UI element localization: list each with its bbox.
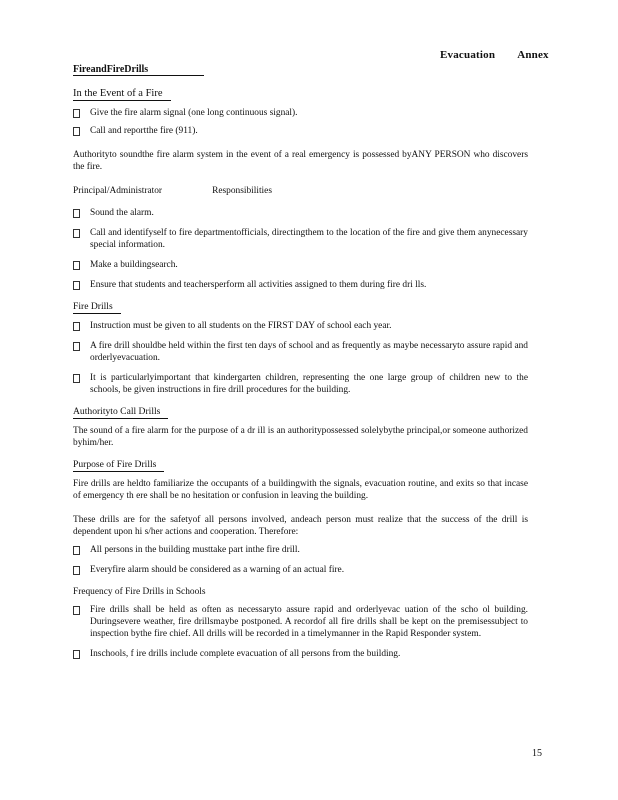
principal-heading-left: Principal/Administrator xyxy=(73,186,163,196)
list-item: Call and identifyself to fire departmentofficials, directingthem to the location of the fire and give them anynecessary special information. xyxy=(73,227,528,251)
frequency-list xyxy=(73,604,528,660)
page-number: 15 xyxy=(532,748,542,759)
list-item: Give the fire alarm signal (one long continuous signal). xyxy=(73,107,528,119)
list-item: All persons in the building musttake part inthe fire drill. xyxy=(73,544,528,556)
list-item: Inschools, f ire drills include complete evacuation of all persons from the building. xyxy=(73,648,528,660)
list-item: Ensure that students and teachersperform all activities assigned to them during fire dri lls. xyxy=(73,279,528,291)
purpose-paragraph-2: These drills are for the safetyof all persons involved, andeach person must realize that the success of the drill is dependent upon hi s/her actions and cooperation. Therefore: xyxy=(73,515,528,537)
principal-list xyxy=(73,207,528,291)
purpose-paragraph-1: Fire drills are heldto familiarize the occupants of a buildingwith the signals, evacuation routine, and exits so that incase of emergency th ere shall be no hesitation or confusion in leaving the building. xyxy=(73,479,528,501)
list-item: Instruction must be given to all students on the FIRST DAY of school each year. xyxy=(73,320,528,332)
heading-in-the-event: In the Event of a Fire xyxy=(73,88,171,101)
list-item: Make a buildingsearch. xyxy=(73,259,528,271)
event-list xyxy=(73,107,528,137)
fire-drills-list xyxy=(73,320,528,396)
principal-heading xyxy=(73,185,528,197)
list-item: Fire drills shall be held as often as necessaryto assure rapid and orderlyevac uation of the scho ol building. Duringsevere weather, fire drillsmaybe postponed. A recordof all fire drills shall be kept on the premisessubject to inspection bythe fire chief. All drills will be recorded in a timelymanner in the Rapid Responder system. xyxy=(73,604,528,640)
list-item: A fire drill shouldbe held within the first ten days of school and as frequently as maybe necessaryto assure rapid and orderlyevacuation. xyxy=(73,340,528,364)
list-item: Everyfire alarm should be considered as a warning of an actual fire. xyxy=(73,564,528,576)
heading-authority-call-drills: Authorityto Call Drills xyxy=(73,406,168,419)
principal-heading-right: Responsibilities xyxy=(212,186,272,196)
list-item: Call and reportthe fire (911). xyxy=(73,125,528,137)
page-header xyxy=(440,49,549,61)
header-annex: Annex xyxy=(517,49,549,61)
header-evacuation: Evacuation xyxy=(440,49,496,61)
list-item: It is particularlyimportant that kindergarten children, representing the one large group of children new to the schools, be given instructions in fire drill procedures for the building. xyxy=(73,372,528,396)
authority-sound-paragraph: Authorityto soundthe fire alarm system in the event of a real emergency is possessed byANY PERSON who discovers the fire. xyxy=(73,150,528,172)
document-body xyxy=(73,64,528,660)
heading-frequency: Frequency of Fire Drills in Schools xyxy=(73,587,206,597)
list-item: Sound the alarm. xyxy=(73,207,528,219)
authority-call-paragraph: The sound of a fire alarm for the purpose of a dr ill is an authoritypossessed solelybythe principal,or someone authorized byhim/her. xyxy=(73,426,528,448)
heading-purpose: Purpose of Fire Drills xyxy=(73,459,164,472)
purpose-list xyxy=(73,544,528,576)
document-title: FireandFireDrills xyxy=(73,64,204,76)
heading-fire-drills: Fire Drills xyxy=(73,301,121,314)
